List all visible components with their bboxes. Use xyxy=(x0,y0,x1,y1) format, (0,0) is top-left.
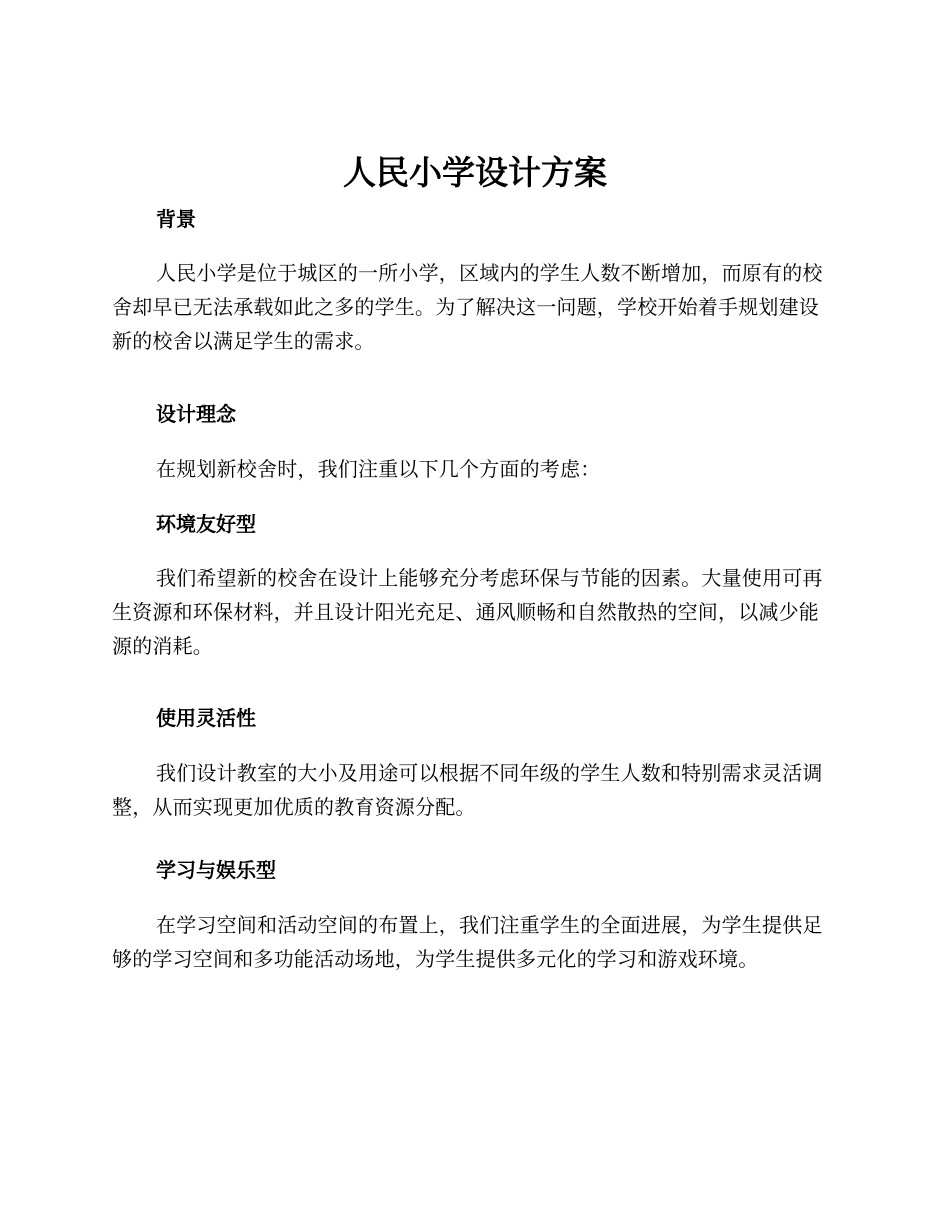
section-paragraph-learning-recreation: 在学习空间和活动空间的布置上，我们注重学生的全面进展，为学生提供足够的学习空间和多功能活动场地，为学生提供多元化的学习和游戏环境。 xyxy=(112,913,823,971)
section-paragraph-design-concept: 在规划新校舍时，我们注重以下几个方面的考虑： xyxy=(156,457,601,481)
section-heading-design-concept: 设计理念 xyxy=(156,402,236,426)
section-paragraph-flexibility: 我们设计教室的大小及用途可以根据不同年级的学生人数和特别需求灵活调整，从而实现更加优质的教育资源分配。 xyxy=(112,761,823,819)
section-heading-learning-recreation: 学习与娱乐型 xyxy=(156,858,276,882)
section-heading-background: 背景 xyxy=(156,207,196,231)
section-heading-eco-friendly: 环境友好型 xyxy=(156,512,256,536)
section-heading-flexibility: 使用灵活性 xyxy=(156,706,256,730)
section-paragraph-eco-friendly: 我们希望新的校舍在设计上能够充分考虑环保与节能的因素。大量使用可再生资源和环保材料，并且设计阳光充足、通风顺畅和自然散热的空间，以减少能源的消耗。 xyxy=(112,566,823,658)
section-paragraph-background: 人民小学是位于城区的一所小学，区域内的学生人数不断增加，而原有的校舍却早已无法承载如此之多的学生。为了解决这一问题，学校开始着手规划建设新的校舍以满足学生的需求。 xyxy=(112,261,823,353)
document-title: 人民小学设计方案 xyxy=(343,153,607,192)
